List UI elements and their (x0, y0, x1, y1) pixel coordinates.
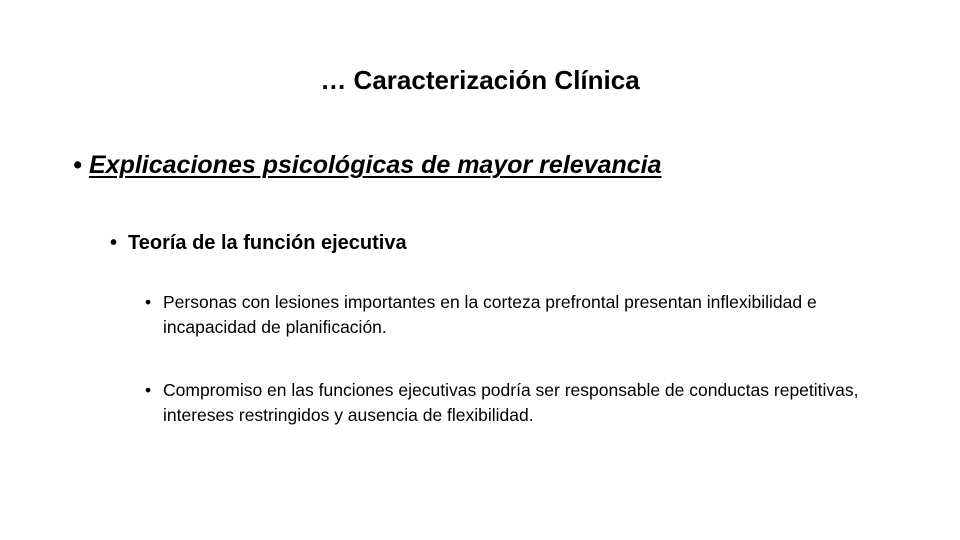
level3-bullet-item (145, 290, 865, 340)
level3-bullet-item (145, 378, 865, 428)
bullet-icon: • (110, 232, 118, 254)
bullet-icon: • (145, 380, 152, 400)
level3-bullet-text: Compromiso en las funciones ejecutivas podría ser responsable de conductas repetitivas, intereses restringidos y ausencia de flexibilidad. (163, 380, 859, 425)
level2-bullet-item (110, 229, 910, 257)
level2-bullet-text: Teoría de la función ejecutiva (128, 232, 407, 254)
level3-bullet-text: Personas con lesiones importantes en la corteza prefrontal presentan inflexibilidad e incapacidad de planificación. (163, 292, 817, 337)
level1-bullet-text: Explicaciones psicológicas de mayor relevancia (89, 151, 662, 179)
slide-title: … Caracterización Clínica (320, 65, 640, 95)
bullet-icon: • (145, 292, 152, 312)
level1-bullet-item (73, 148, 893, 182)
bullet-icon: • (73, 151, 82, 179)
